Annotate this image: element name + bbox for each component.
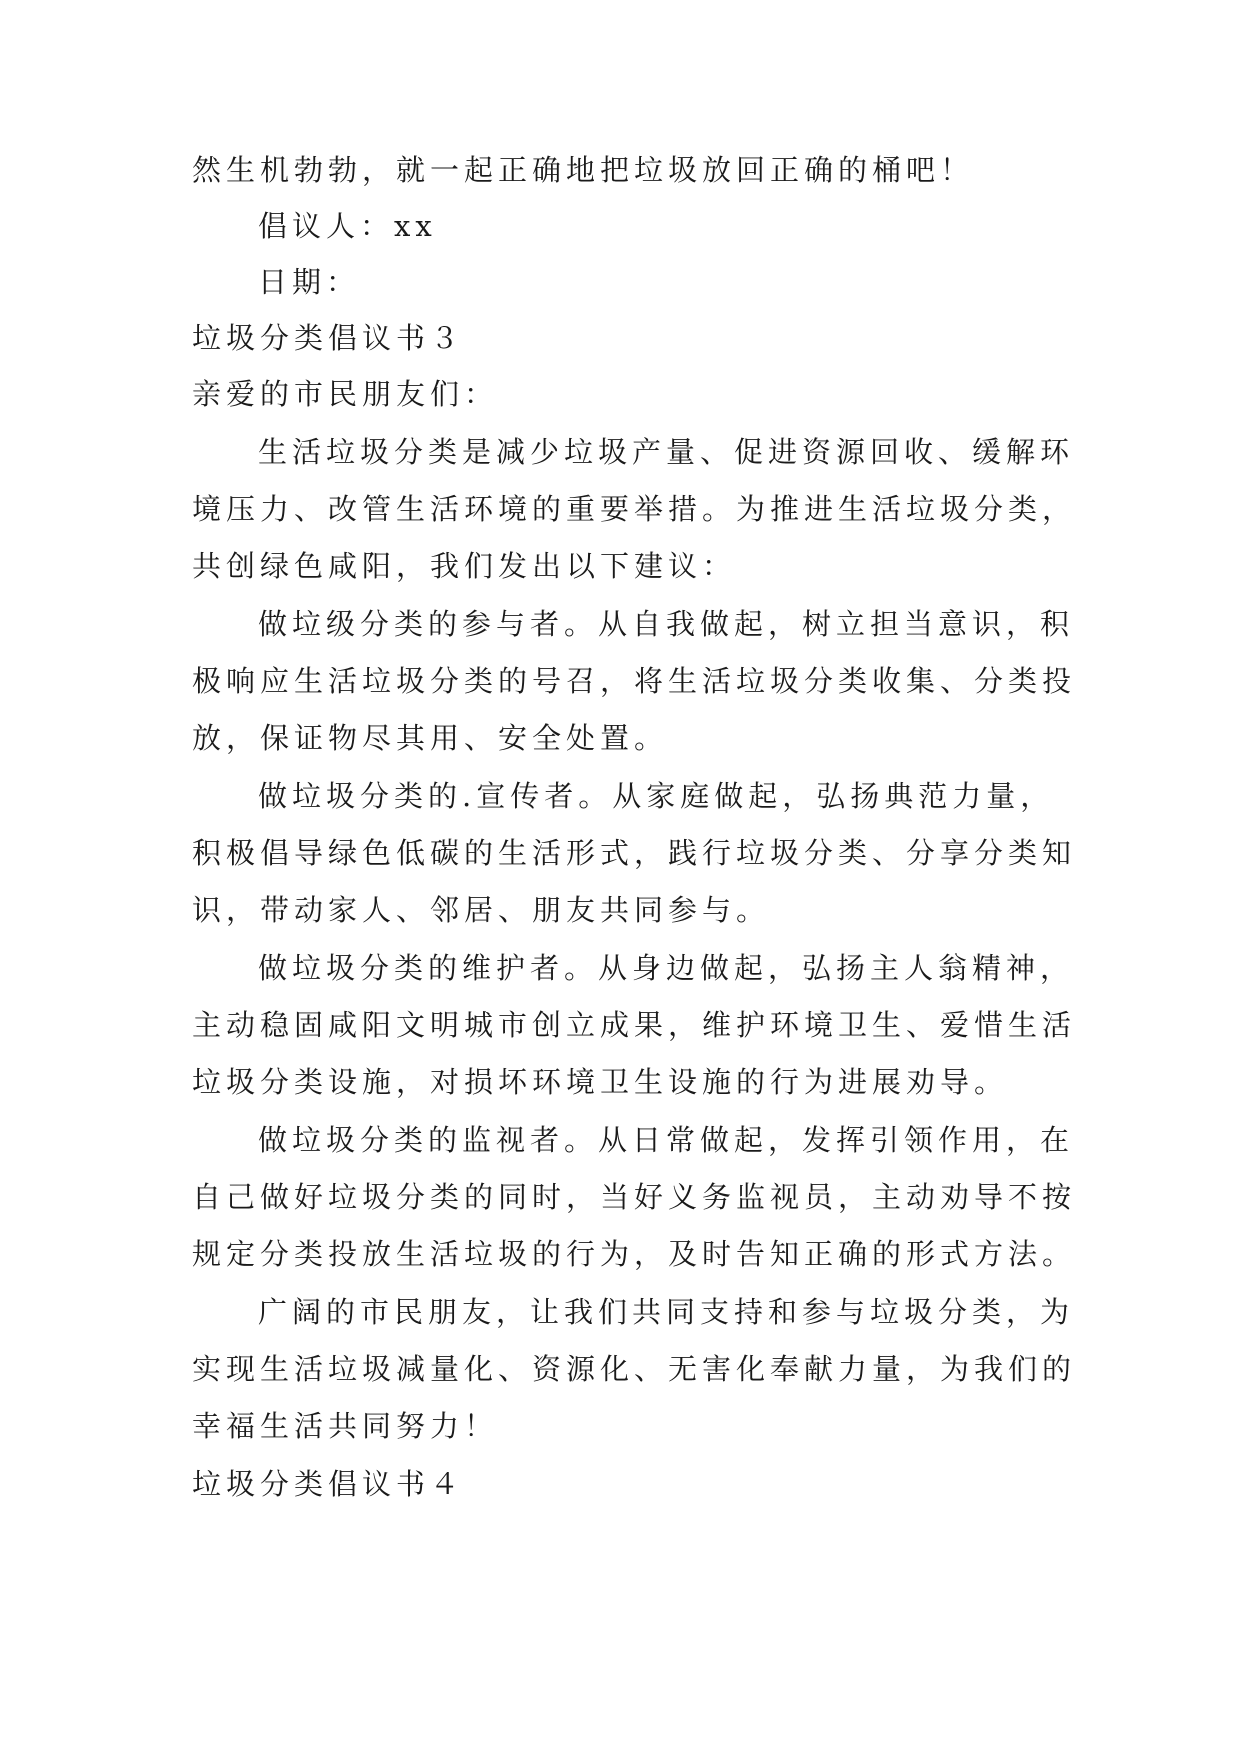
body-text-line: 共创绿色咸阳，我们发出以下建议： [192,549,737,583]
body-text-line: 生活垃圾分类是减少垃圾产量、促进资源回收、缓解环 [258,435,1075,469]
body-text-line: 做垃圾分类的维护者。从身边做起，弘扬主人翁精神， [258,951,1075,985]
body-text-line: 幸福生活共同努力！ [192,1409,499,1443]
body-text-line: 做垃圾分类的.宣传者。从家庭做起，弘扬典范力量， [258,779,1055,813]
date-line: 日期： [258,265,361,299]
body-text-line: 主动稳固咸阳文明城市创立成果，维护环境卫生、爱惜生活 [192,1008,1077,1042]
body-text-line: 识，带动家人、邻居、朋友共同参与。 [192,893,771,927]
body-text-line: 规定分类投放生活垃圾的行为，及时告知正确的形式方法。 [192,1237,1077,1271]
body-text-line: 广阔的市民朋友，让我们共同支持和参与垃圾分类，为 [258,1295,1075,1329]
body-text-line: 实现生活垃圾减量化、资源化、无害化奉献力量，为我们的 [192,1352,1077,1386]
signer-line: 倡议人：xx [258,209,437,243]
salutation: 亲爱的市民朋友们： [192,377,499,411]
body-text-line: 做垃圾分类的监视者。从日常做起，发挥引领作用，在 [258,1123,1075,1157]
body-text-line: 境压力、改管生活环境的重要举措。为推进生活垃圾分类， [192,492,1077,526]
body-text-line: 做垃级分类的参与者。从自我做起，树立担当意识，积 [258,607,1075,641]
body-text-line: 极响应生活垃圾分类的号召，将生活垃圾分类收集、分类投 [192,664,1077,698]
body-text-line: 放，保证物尽其用、安全处置。 [192,721,669,755]
body-text-line: 然生机勃勃，就一起正确地把垃圾放回正确的桶吧！ [192,153,975,187]
section-heading: 垃圾分类倡议书４ [192,1467,465,1501]
body-text-line: 积极倡导绿色低碳的生活形式，践行垃圾分类、分享分类知 [192,836,1077,870]
body-text-line: 垃圾分类设施，对损坏环境卫生设施的行为进展劝导。 [192,1065,1009,1099]
section-heading: 垃圾分类倡议书３ [192,321,465,355]
body-text-line: 自己做好垃圾分类的同时，当好义务监视员，主动劝导不按 [192,1180,1077,1214]
